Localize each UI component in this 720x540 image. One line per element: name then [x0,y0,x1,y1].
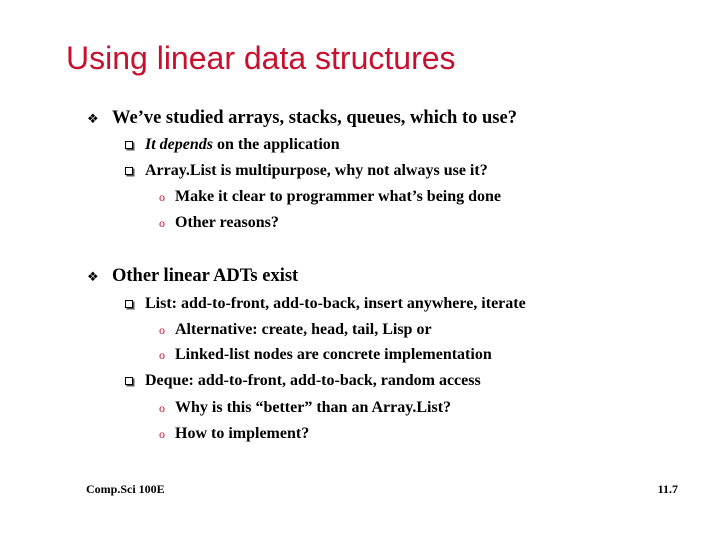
section-2-heading: Other linear ADTs exist [112,266,299,286]
square-bullet-icon [125,167,133,175]
circle-bullet-marker: o [159,323,165,337]
section-2-item-1-sub-1: Alternative: create, head, tail, Lisp or [175,321,432,338]
section-2-item-2-sub-2: How to implement? [175,425,310,442]
section-1-item-2-sub-2: Other reasons? [175,214,279,231]
section-2-item-2-sub-1: Why is this “better” than an Array.List? [175,399,452,416]
circle-bullet-marker: o [159,190,165,204]
section-2-item-1: List: add-to-front, add-to-back, insert anywhere, iterate [145,295,526,312]
item-text: on the application [213,136,340,153]
emphasis-text: It depends [145,136,213,153]
section-1-item-1 [145,136,340,154]
section-1-heading: We’ve studied arrays, stacks, queues, which to use? [112,108,517,128]
diamond-bullet-icon: ❖ [87,112,99,127]
square-bullet-icon [125,377,133,385]
diamond-bullet-icon: ❖ [87,270,99,285]
section-1-item-2-sub-1: Make it clear to programmer what’s being done [175,188,502,205]
circle-bullet-marker: o [159,348,165,362]
circle-bullet-marker: o [159,216,165,230]
section-2-item-1-sub-2: Linked-list nodes are concrete implementation [175,346,492,363]
square-bullet-icon [125,141,133,149]
footer-slide-number: 11.7 [657,482,678,496]
circle-bullet-marker: o [159,401,165,415]
circle-bullet-marker: o [159,427,165,441]
square-bullet-icon [125,300,133,308]
section-1-item-2: Array.List is multipurpose, why not always use it? [145,162,488,179]
section-2-item-2: Deque: add-to-front, add-to-back, random access [145,372,481,389]
footer-course: Comp.Sci 100E [86,482,165,496]
slide-title: Using linear data structures [66,40,456,76]
